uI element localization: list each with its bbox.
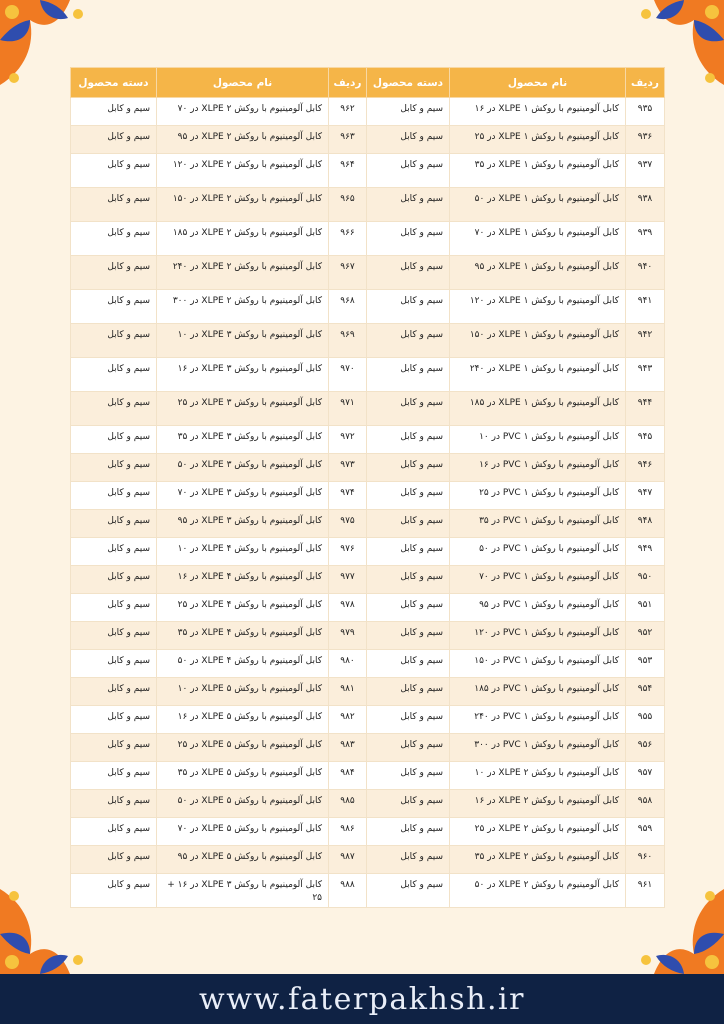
- row-number-cell: ۹۴۴: [626, 392, 665, 426]
- table-row: [71, 678, 665, 706]
- product-name-cell: کابل آلومینیوم با روکش XLPE ۴ در ۱۶: [157, 566, 329, 594]
- table-row: [71, 622, 665, 650]
- product-name-cell: کابل آلومینیوم با روکش XLPE ۱ در ۱۲۰: [450, 290, 626, 324]
- row-number-cell: ۹۶۲: [329, 98, 367, 126]
- product-name-cell: کابل آلومینیوم با روکش XLPE ۲ در ۱۸۵: [157, 222, 329, 256]
- row-number-cell: ۹۶۳: [329, 126, 367, 154]
- product-name-cell: کابل آلومینیوم با روکش XLPE ۱ در ۱۸۵: [450, 392, 626, 426]
- category-cell: سیم و کابل: [367, 426, 450, 454]
- category-cell: سیم و کابل: [71, 650, 157, 678]
- category-cell: سیم و کابل: [367, 290, 450, 324]
- table-row: [71, 818, 665, 846]
- product-name-cell: کابل آلومینیوم با روکش PVC ۱ در ۲۴۰: [450, 706, 626, 734]
- row-number-cell: ۹۶۸: [329, 290, 367, 324]
- product-name-cell: کابل آلومینیوم با روکش XLPE ۳ در ۱۰: [157, 324, 329, 358]
- table-row: [71, 706, 665, 734]
- row-number-cell: ۹۵۷: [626, 762, 665, 790]
- category-cell: سیم و کابل: [71, 454, 157, 482]
- row-number-cell: ۹۴۹: [626, 538, 665, 566]
- category-cell: سیم و کابل: [367, 392, 450, 426]
- row-number-cell: ۹۸۱: [329, 678, 367, 706]
- table-row: [71, 426, 665, 454]
- table-row: [71, 510, 665, 538]
- table-header-row: [71, 68, 665, 98]
- product-name-cell: کابل آلومینیوم با روکش XLPE ۳ در ۷۰: [157, 482, 329, 510]
- product-name-cell: کابل آلومینیوم با روکش XLPE ۲ در ۱۲۰: [157, 154, 329, 188]
- category-cell: سیم و کابل: [367, 622, 450, 650]
- table-row: [71, 188, 665, 222]
- category-cell: سیم و کابل: [71, 706, 157, 734]
- category-cell: سیم و کابل: [71, 678, 157, 706]
- row-number-cell: ۹۳۹: [626, 222, 665, 256]
- table-row: [71, 324, 665, 358]
- category-cell: سیم و کابل: [367, 734, 450, 762]
- product-name-cell: کابل آلومینیوم با روکش PVC ۱ در ۱۶: [450, 454, 626, 482]
- product-name-cell: کابل آلومینیوم با روکش PVC ۱ در ۹۵: [450, 594, 626, 622]
- category-cell: سیم و کابل: [71, 594, 157, 622]
- table-row: [71, 358, 665, 392]
- table-row: [71, 790, 665, 818]
- table-row: [71, 126, 665, 154]
- table-row: [71, 650, 665, 678]
- product-name-cell: کابل آلومینیوم با روکش XLPE ۵ در ۳۵: [157, 762, 329, 790]
- category-cell: سیم و کابل: [367, 126, 450, 154]
- table-row: [71, 874, 665, 908]
- category-cell: سیم و کابل: [367, 678, 450, 706]
- category-cell: سیم و کابل: [71, 622, 157, 650]
- table-row: [71, 734, 665, 762]
- header-product-name: نام محصول: [157, 68, 329, 98]
- product-name-cell: کابل آلومینیوم با روکش XLPE ۵ در ۹۵: [157, 846, 329, 874]
- header-row-number: ردیف: [626, 68, 665, 98]
- category-cell: سیم و کابل: [367, 566, 450, 594]
- row-number-cell: ۹۷۱: [329, 392, 367, 426]
- row-number-cell: ۹۷۸: [329, 594, 367, 622]
- row-number-cell: ۹۵۰: [626, 566, 665, 594]
- product-name-cell: کابل آلومینیوم با روکش XLPE ۵ در ۷۰: [157, 818, 329, 846]
- table-row: [71, 538, 665, 566]
- product-name-cell: کابل آلومینیوم با روکش XLPE ۱ در ۲۴۰: [450, 358, 626, 392]
- category-cell: سیم و کابل: [367, 818, 450, 846]
- row-number-cell: ۹۵۸: [626, 790, 665, 818]
- category-cell: سیم و کابل: [367, 98, 450, 126]
- row-number-cell: ۹۶۱: [626, 874, 665, 908]
- row-number-cell: ۹۶۷: [329, 256, 367, 290]
- table-row: [71, 566, 665, 594]
- table-row: [71, 98, 665, 126]
- table-row: [71, 762, 665, 790]
- row-number-cell: ۹۳۷: [626, 154, 665, 188]
- product-name-cell: کابل آلومینیوم با روکش XLPE ۲ در ۲۵: [450, 818, 626, 846]
- footer-bar: [0, 974, 724, 1024]
- product-name-cell: کابل آلومینیوم با روکش XLPE ۲ در ۲۴۰: [157, 256, 329, 290]
- row-number-cell: ۹۸۲: [329, 706, 367, 734]
- table-row: [71, 392, 665, 426]
- row-number-cell: ۹۷۴: [329, 482, 367, 510]
- product-name-cell: کابل آلومینیوم با روکش XLPE ۴ در ۵۰: [157, 650, 329, 678]
- category-cell: سیم و کابل: [71, 818, 157, 846]
- row-number-cell: ۹۴۸: [626, 510, 665, 538]
- website-url: www.faterpakhsh.ir: [199, 981, 525, 1017]
- category-cell: سیم و کابل: [71, 98, 157, 126]
- category-cell: سیم و کابل: [367, 790, 450, 818]
- category-cell: سیم و کابل: [367, 538, 450, 566]
- product-table-container: [70, 67, 664, 908]
- row-number-cell: ۹۳۶: [626, 126, 665, 154]
- header-category: دسته محصول: [367, 68, 450, 98]
- category-cell: سیم و کابل: [367, 762, 450, 790]
- product-table: [70, 67, 665, 908]
- product-name-cell: کابل آلومینیوم با روکش XLPE ۱ در ۷۰: [450, 222, 626, 256]
- product-name-cell: کابل آلومینیوم با روکش XLPE ۴ در ۳۵: [157, 622, 329, 650]
- product-name-cell: کابل آلومینیوم با روکش XLPE ۳ در ۵۰: [157, 454, 329, 482]
- product-name-cell: کابل آلومینیوم با روکش PVC ۱ در ۳۵: [450, 510, 626, 538]
- row-number-cell: ۹۴۷: [626, 482, 665, 510]
- row-number-cell: ۹۷۲: [329, 426, 367, 454]
- product-name-cell: کابل آلومینیوم با روکش XLPE ۲ در ۳۵: [450, 846, 626, 874]
- row-number-cell: ۹۶۹: [329, 324, 367, 358]
- category-cell: سیم و کابل: [367, 874, 450, 908]
- row-number-cell: ۹۳۸: [626, 188, 665, 222]
- row-number-cell: ۹۴۲: [626, 324, 665, 358]
- table-row: [71, 482, 665, 510]
- header-product-name: نام محصول: [450, 68, 626, 98]
- category-cell: سیم و کابل: [367, 482, 450, 510]
- header-row-number: ردیف: [329, 68, 367, 98]
- product-name-cell: کابل آلومینیوم با روکش PVC ۱ در ۱۰: [450, 426, 626, 454]
- category-cell: سیم و کابل: [367, 706, 450, 734]
- product-name-cell: کابل آلومینیوم با روکش PVC ۱ در ۵۰: [450, 538, 626, 566]
- product-name-cell: کابل آلومینیوم با روکش XLPE ۲ در ۵۰: [450, 874, 626, 908]
- row-number-cell: ۹۶۴: [329, 154, 367, 188]
- product-name-cell: کابل آلومینیوم با روکش XLPE ۴ در ۲۵: [157, 594, 329, 622]
- table-row: [71, 256, 665, 290]
- product-name-cell: کابل آلومینیوم با روکش XLPE ۲ در ۱۵۰: [157, 188, 329, 222]
- category-cell: سیم و کابل: [71, 762, 157, 790]
- product-name-cell: کابل آلومینیوم با روکش XLPE ۱ در ۵۰: [450, 188, 626, 222]
- row-number-cell: ۹۷۵: [329, 510, 367, 538]
- row-number-cell: ۹۷۰: [329, 358, 367, 392]
- category-cell: سیم و کابل: [71, 188, 157, 222]
- product-name-cell: کابل آلومینیوم با روکش XLPE ۳ در ۱۶ + ۲۵: [157, 874, 329, 908]
- table-row: [71, 454, 665, 482]
- category-cell: سیم و کابل: [367, 846, 450, 874]
- product-name-cell: کابل آلومینیوم با روکش XLPE ۵ در ۱۶: [157, 706, 329, 734]
- category-cell: سیم و کابل: [71, 290, 157, 324]
- row-number-cell: ۹۸۳: [329, 734, 367, 762]
- product-name-cell: کابل آلومینیوم با روکش XLPE ۳ در ۳۵: [157, 426, 329, 454]
- row-number-cell: ۹۷۹: [329, 622, 367, 650]
- table-row: [71, 594, 665, 622]
- row-number-cell: ۹۴۶: [626, 454, 665, 482]
- category-cell: سیم و کابل: [367, 154, 450, 188]
- product-name-cell: کابل آلومینیوم با روکش XLPE ۲ در ۳۰۰: [157, 290, 329, 324]
- category-cell: سیم و کابل: [71, 874, 157, 908]
- row-number-cell: ۹۶۰: [626, 846, 665, 874]
- category-cell: سیم و کابل: [367, 222, 450, 256]
- product-name-cell: کابل آلومینیوم با روکش XLPE ۴ در ۱۰: [157, 538, 329, 566]
- table-row: [71, 222, 665, 256]
- row-number-cell: ۹۶۶: [329, 222, 367, 256]
- row-number-cell: ۹۴۳: [626, 358, 665, 392]
- category-cell: سیم و کابل: [367, 256, 450, 290]
- product-name-cell: کابل آلومینیوم با روکش XLPE ۲ در ۱۰: [450, 762, 626, 790]
- row-number-cell: ۹۴۱: [626, 290, 665, 324]
- row-number-cell: ۹۸۵: [329, 790, 367, 818]
- product-name-cell: کابل آلومینیوم با روکش XLPE ۵ در ۲۵: [157, 734, 329, 762]
- category-cell: سیم و کابل: [71, 482, 157, 510]
- product-name-cell: کابل آلومینیوم با روکش XLPE ۱ در ۲۵: [450, 126, 626, 154]
- row-number-cell: ۹۵۳: [626, 650, 665, 678]
- product-name-cell: کابل آلومینیوم با روکش PVC ۱ در ۱۵۰: [450, 650, 626, 678]
- category-cell: سیم و کابل: [71, 426, 157, 454]
- product-name-cell: کابل آلومینیوم با روکش XLPE ۲ در ۹۵: [157, 126, 329, 154]
- category-cell: سیم و کابل: [71, 734, 157, 762]
- row-number-cell: ۹۵۵: [626, 706, 665, 734]
- category-cell: سیم و کابل: [71, 510, 157, 538]
- product-name-cell: کابل آلومینیوم با روکش XLPE ۱ در ۱۶: [450, 98, 626, 126]
- category-cell: سیم و کابل: [71, 392, 157, 426]
- product-name-cell: کابل آلومینیوم با روکش XLPE ۳ در ۱۶: [157, 358, 329, 392]
- category-cell: سیم و کابل: [367, 594, 450, 622]
- header-category: دسته محصول: [71, 68, 157, 98]
- category-cell: سیم و کابل: [367, 324, 450, 358]
- row-number-cell: ۹۸۷: [329, 846, 367, 874]
- product-name-cell: کابل آلومینیوم با روکش XLPE ۲ در ۷۰: [157, 98, 329, 126]
- product-name-cell: کابل آلومینیوم با روکش PVC ۱ در ۲۵: [450, 482, 626, 510]
- product-name-cell: کابل آلومینیوم با روکش XLPE ۳ در ۲۵: [157, 392, 329, 426]
- category-cell: سیم و کابل: [367, 188, 450, 222]
- category-cell: سیم و کابل: [367, 454, 450, 482]
- product-name-cell: کابل آلومینیوم با روکش XLPE ۱ در ۱۵۰: [450, 324, 626, 358]
- category-cell: سیم و کابل: [71, 256, 157, 290]
- row-number-cell: ۹۷۶: [329, 538, 367, 566]
- row-number-cell: ۹۷۳: [329, 454, 367, 482]
- table-row: [71, 290, 665, 324]
- row-number-cell: ۹۴۰: [626, 256, 665, 290]
- row-number-cell: ۹۸۶: [329, 818, 367, 846]
- product-name-cell: کابل آلومینیوم با روکش XLPE ۱ در ۹۵: [450, 256, 626, 290]
- category-cell: سیم و کابل: [71, 538, 157, 566]
- product-name-cell: کابل آلومینیوم با روکش XLPE ۳ در ۹۵: [157, 510, 329, 538]
- row-number-cell: ۹۳۵: [626, 98, 665, 126]
- table-row: [71, 154, 665, 188]
- row-number-cell: ۹۸۸: [329, 874, 367, 908]
- row-number-cell: ۹۸۰: [329, 650, 367, 678]
- product-name-cell: کابل آلومینیوم با روکش PVC ۱ در ۷۰: [450, 566, 626, 594]
- row-number-cell: ۹۵۶: [626, 734, 665, 762]
- category-cell: سیم و کابل: [367, 358, 450, 392]
- row-number-cell: ۹۷۷: [329, 566, 367, 594]
- row-number-cell: ۹۶۵: [329, 188, 367, 222]
- category-cell: سیم و کابل: [71, 358, 157, 392]
- product-name-cell: کابل آلومینیوم با روکش PVC ۱ در ۳۰۰: [450, 734, 626, 762]
- product-name-cell: کابل آلومینیوم با روکش XLPE ۱ در ۳۵: [450, 154, 626, 188]
- product-name-cell: کابل آلومینیوم با روکش PVC ۱ در ۱۸۵: [450, 678, 626, 706]
- table-row: [71, 846, 665, 874]
- row-number-cell: ۹۵۴: [626, 678, 665, 706]
- category-cell: سیم و کابل: [71, 566, 157, 594]
- category-cell: سیم و کابل: [367, 650, 450, 678]
- row-number-cell: ۹۵۲: [626, 622, 665, 650]
- row-number-cell: ۹۸۴: [329, 762, 367, 790]
- category-cell: سیم و کابل: [71, 324, 157, 358]
- category-cell: سیم و کابل: [71, 222, 157, 256]
- category-cell: سیم و کابل: [71, 154, 157, 188]
- product-name-cell: کابل آلومینیوم با روکش XLPE ۲ در ۱۶: [450, 790, 626, 818]
- row-number-cell: ۹۵۹: [626, 818, 665, 846]
- category-cell: سیم و کابل: [71, 846, 157, 874]
- row-number-cell: ۹۴۵: [626, 426, 665, 454]
- product-name-cell: کابل آلومینیوم با روکش PVC ۱ در ۱۲۰: [450, 622, 626, 650]
- category-cell: سیم و کابل: [71, 790, 157, 818]
- category-cell: سیم و کابل: [71, 126, 157, 154]
- product-name-cell: کابل آلومینیوم با روکش XLPE ۵ در ۱۰: [157, 678, 329, 706]
- product-name-cell: کابل آلومینیوم با روکش XLPE ۵ در ۵۰: [157, 790, 329, 818]
- row-number-cell: ۹۵۱: [626, 594, 665, 622]
- table-body: [71, 98, 665, 908]
- category-cell: سیم و کابل: [367, 510, 450, 538]
